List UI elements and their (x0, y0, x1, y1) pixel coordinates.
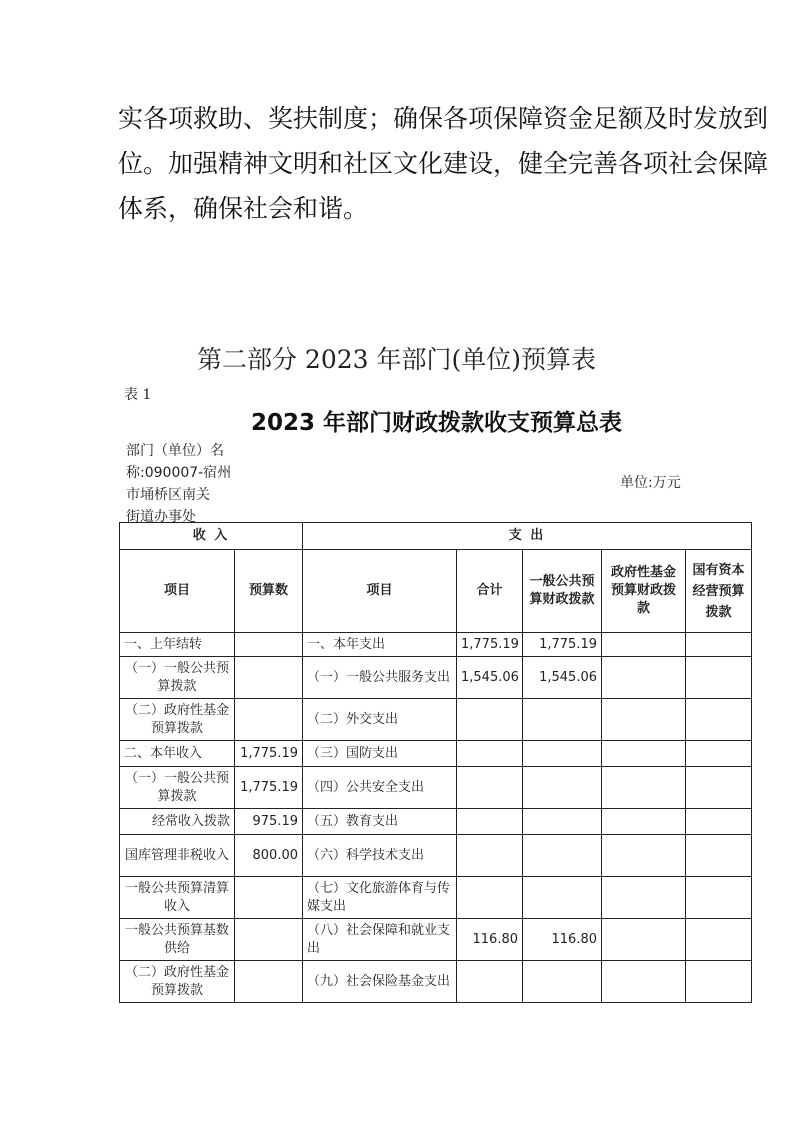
income-item-cell: 一、上年结转 (120, 633, 235, 657)
paragraph-line: 体系，确保社会和谐。 (118, 194, 369, 223)
table-row (120, 809, 752, 835)
general-budget-cell: 116.80 (523, 919, 602, 961)
gov-fund-cell (602, 699, 686, 741)
gov-fund-cell (602, 919, 686, 961)
state-capital-cell (686, 835, 752, 877)
department-line: 市埇桥区南关 (126, 487, 210, 503)
general-budget-cell (523, 877, 602, 919)
total-cell (457, 767, 523, 809)
expense-item-cell: （三）国防支出 (303, 741, 457, 767)
state-capital-cell (686, 657, 752, 699)
paragraph-line: 位。加强精神文明和社区文化建设，健全完善各项社会保障 (118, 149, 769, 178)
table-row (120, 919, 752, 961)
income-item-cell: 二、本年收入 (120, 741, 235, 767)
department-line: 街道办事处 (126, 509, 196, 525)
department-line: 称:090007-宿州 (126, 465, 232, 481)
department-line: 部门（单位）名 (126, 443, 224, 459)
expense-item-cell: （五）教育支出 (303, 809, 457, 835)
gov-fund-cell (602, 961, 686, 1003)
intro-paragraph (118, 96, 769, 231)
income-item-cell: 国库管理非税收入 (120, 835, 235, 877)
budget-cell (235, 633, 303, 657)
state-capital-cell (686, 767, 752, 809)
state-capital-cell (686, 809, 752, 835)
col-header-budget: 预算数 (235, 550, 303, 633)
expense-item-cell: （七）文化旅游体育与传媒支出 (303, 877, 457, 919)
income-item-cell: （一）一般公共预算拨款 (120, 657, 235, 699)
total-cell (457, 699, 523, 741)
unit-label: 单位:万元 (620, 475, 681, 491)
income-item-cell: 一般公共预算清算收入 (120, 877, 235, 919)
income-item-cell: 一般公共预算基数供给 (120, 919, 235, 961)
budget-cell: 800.00 (235, 835, 303, 877)
column-header-row (120, 550, 752, 633)
paragraph-line: 实各项救助、奖扶制度；确保各项保障资金足额及时发放到 (118, 104, 769, 133)
part-title: 第二部分 2023 年部门(单位)预算表 (196, 345, 597, 374)
income-group-header: 收 入 (120, 523, 303, 550)
gov-fund-cell (602, 767, 686, 809)
expense-item-cell: 一、本年支出 (303, 633, 457, 657)
state-capital-cell (686, 919, 752, 961)
budget-cell: 975.19 (235, 809, 303, 835)
total-cell (457, 741, 523, 767)
total-cell: 116.80 (457, 919, 523, 961)
table-row (120, 633, 752, 657)
total-cell (457, 809, 523, 835)
general-budget-cell: 1,545.06 (523, 657, 602, 699)
general-budget-cell (523, 835, 602, 877)
income-item-cell: （二）政府性基金预算拨款 (120, 699, 235, 741)
expense-item-cell: （二）外交支出 (303, 699, 457, 741)
total-cell (457, 835, 523, 877)
general-budget-cell (523, 741, 602, 767)
table-row (120, 657, 752, 699)
budget-cell (235, 919, 303, 961)
budget-cell (235, 961, 303, 1003)
table-row (120, 741, 752, 767)
col-header-expense-item: 项目 (303, 550, 457, 633)
budget-table (119, 522, 752, 1003)
total-cell (457, 877, 523, 919)
gov-fund-cell (602, 657, 686, 699)
col-header-general-budget: 一般公共预算财政拨款 (523, 550, 602, 633)
table-row (120, 699, 752, 741)
total-cell: 1,775.19 (457, 633, 523, 657)
expense-item-cell: （四）公共安全支出 (303, 767, 457, 809)
table-row (120, 835, 752, 877)
budget-cell (235, 657, 303, 699)
gov-fund-cell (602, 809, 686, 835)
gov-fund-cell (602, 741, 686, 767)
department-name (126, 440, 236, 528)
general-budget-cell (523, 767, 602, 809)
budget-cell (235, 877, 303, 919)
total-cell (457, 961, 523, 1003)
gov-fund-cell (602, 835, 686, 877)
table-number: 表 1 (124, 387, 152, 403)
general-budget-cell (523, 699, 602, 741)
general-budget-cell (523, 809, 602, 835)
col-header-gov-fund: 政府性基金预算财政拨款 (602, 550, 686, 633)
col-header-total: 合计 (457, 550, 523, 633)
budget-cell: 1,775.19 (235, 741, 303, 767)
group-header-row (120, 523, 752, 550)
expense-item-cell: （八）社会保障和就业支出 (303, 919, 457, 961)
budget-cell: 1,775.19 (235, 767, 303, 809)
income-item-cell: 经常收入拨款 (120, 809, 235, 835)
state-capital-cell (686, 633, 752, 657)
gov-fund-cell (602, 633, 686, 657)
col-header-income-item: 项目 (120, 550, 235, 633)
table-row (120, 877, 752, 919)
state-capital-cell (686, 699, 752, 741)
general-budget-cell (523, 961, 602, 1003)
table-row (120, 961, 752, 1003)
col-header-state-capital: 国有资本经营预算拨款 (686, 550, 752, 633)
budget-cell (235, 699, 303, 741)
table-row (120, 767, 752, 809)
expense-item-cell: （一）一般公共服务支出 (303, 657, 457, 699)
state-capital-cell (686, 877, 752, 919)
state-capital-cell (686, 961, 752, 1003)
income-item-cell: （二）政府性基金预算拨款 (120, 961, 235, 1003)
expense-item-cell: （九）社会保险基金支出 (303, 961, 457, 1003)
income-item-cell: （一）一般公共预算拨款 (120, 767, 235, 809)
state-capital-cell (686, 741, 752, 767)
table-title: 2023 年部门财政拨款收支预算总表 (250, 410, 623, 436)
expense-item-cell: （六）科学技术支出 (303, 835, 457, 877)
total-cell: 1,545.06 (457, 657, 523, 699)
expense-group-header: 支 出 (303, 523, 752, 550)
general-budget-cell: 1,775.19 (523, 633, 602, 657)
gov-fund-cell (602, 877, 686, 919)
